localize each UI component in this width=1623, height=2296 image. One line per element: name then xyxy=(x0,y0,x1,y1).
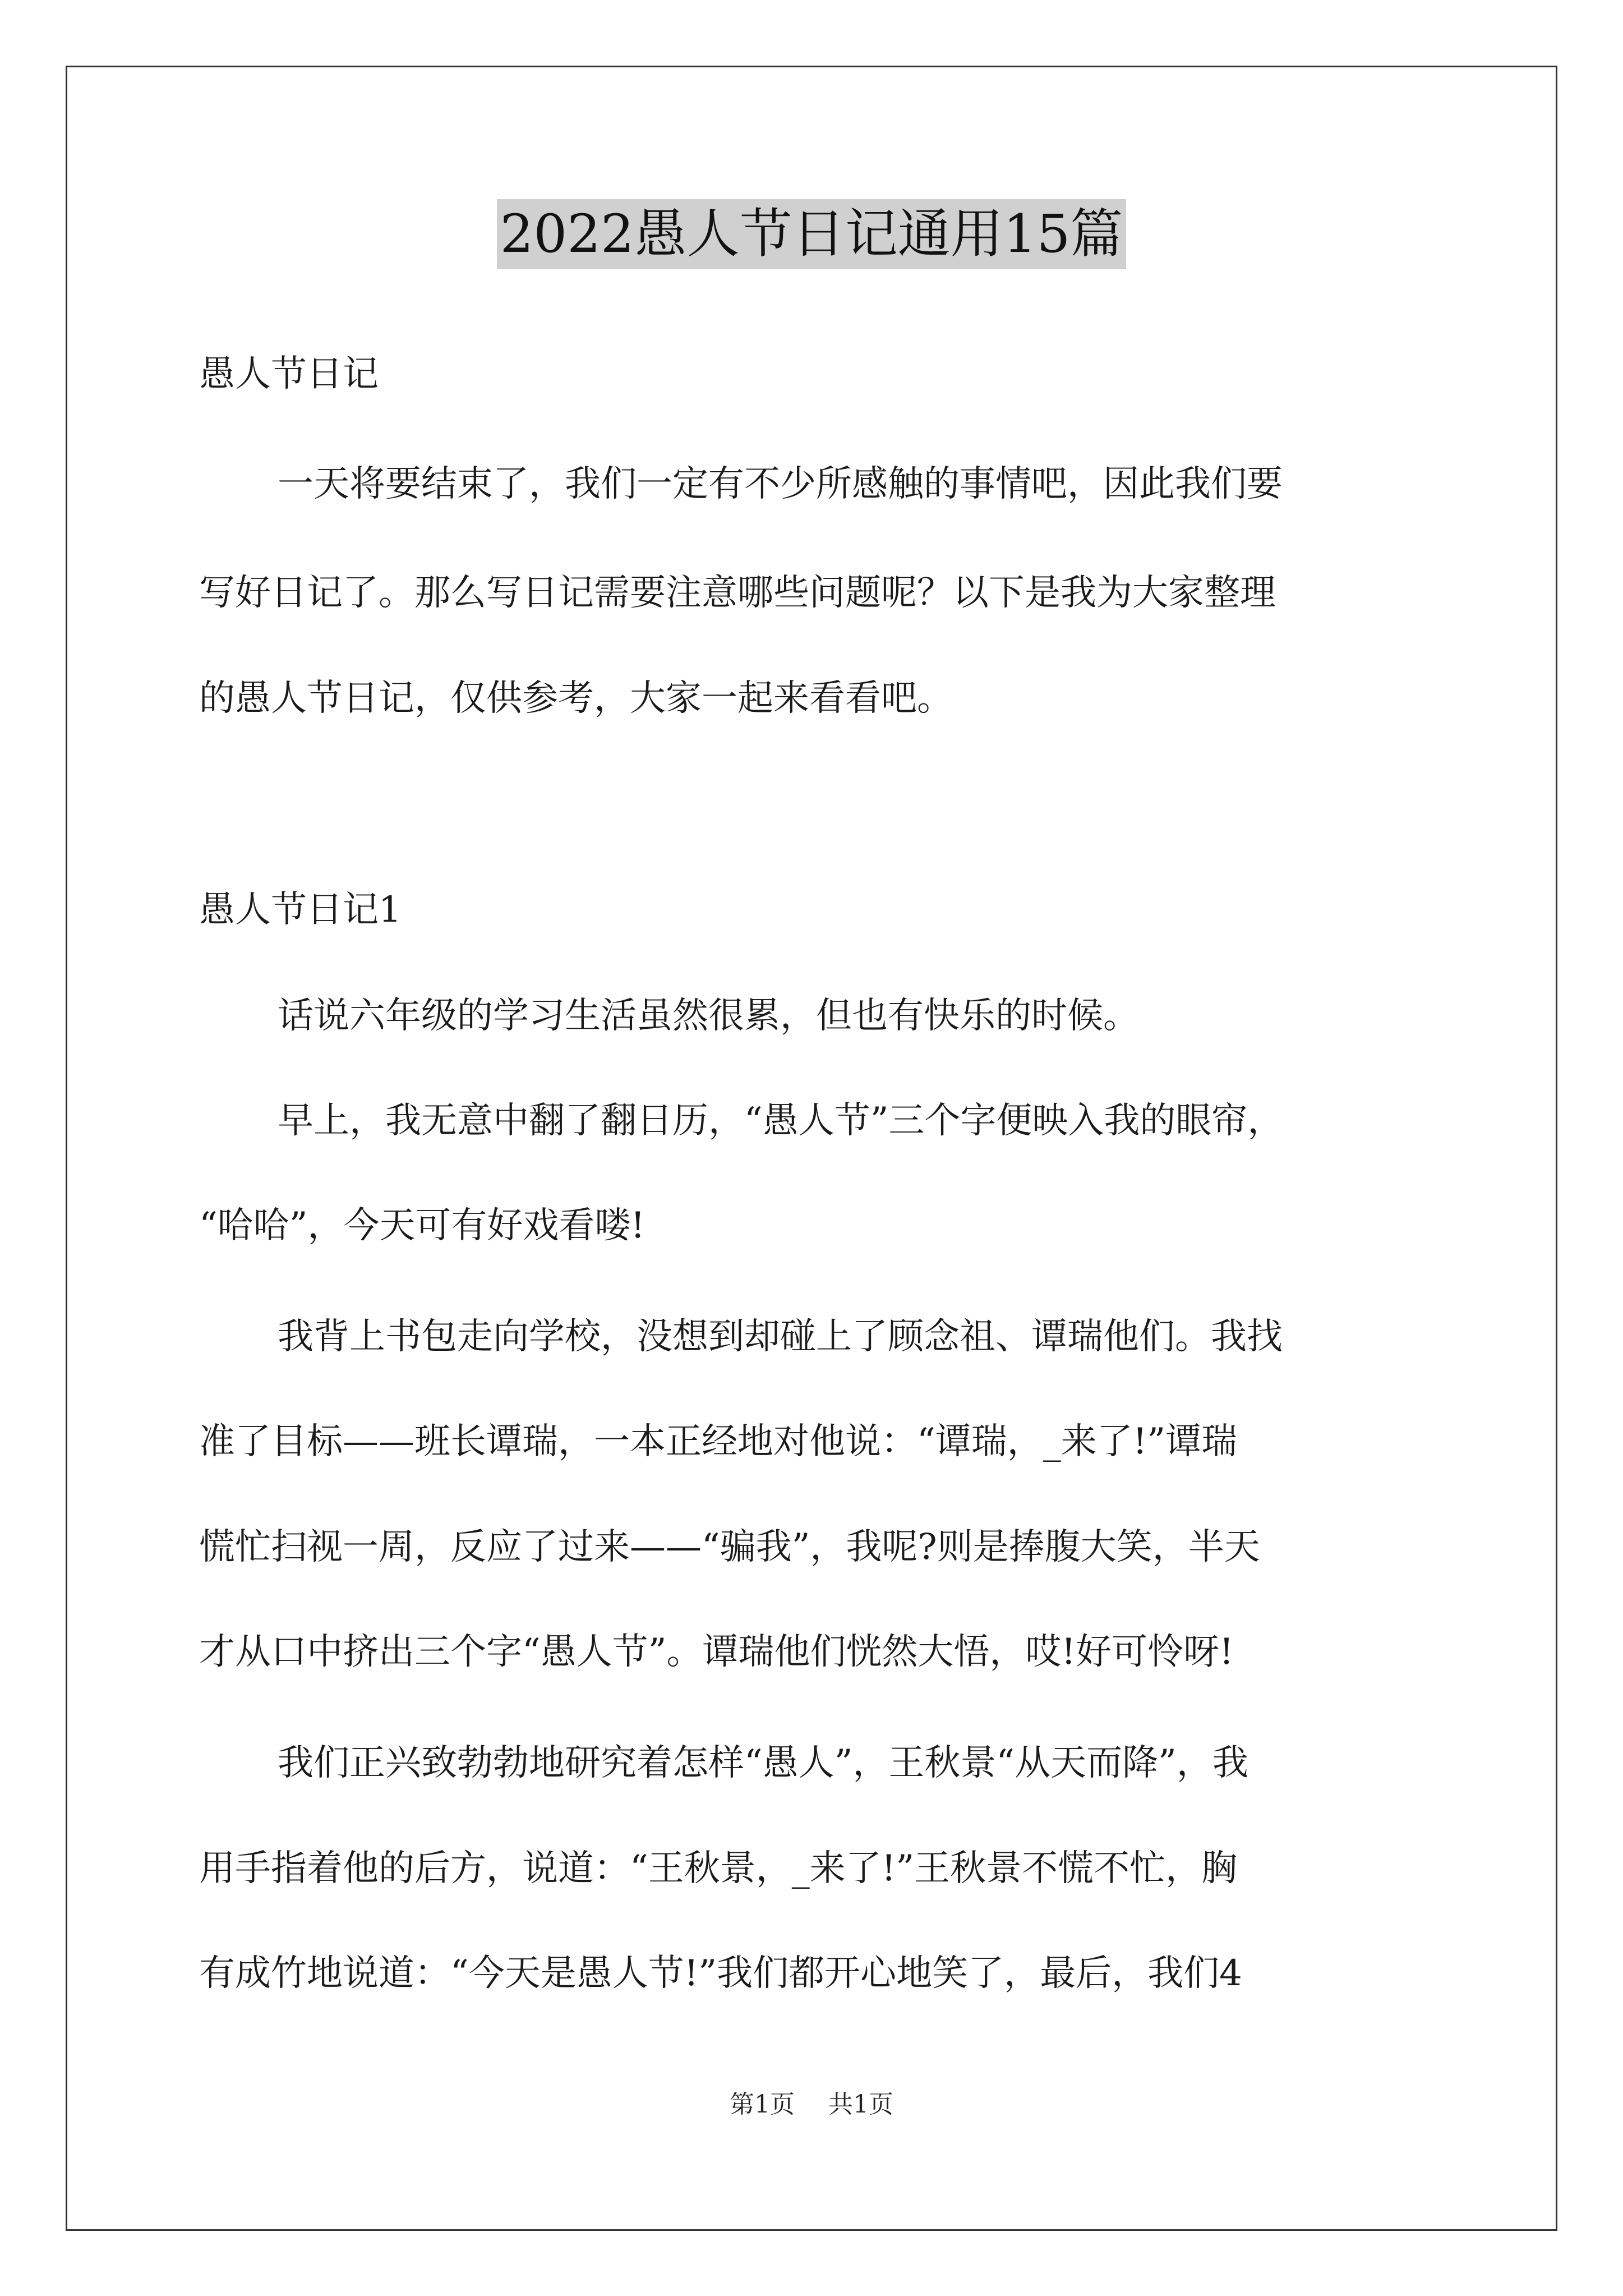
paragraph-line: “哈哈”，今天可有好戏看喽! xyxy=(199,1205,645,1246)
paragraph-line: 话说六年级的学习生活虽然很累，但也有快乐的时候。 xyxy=(278,995,1139,1037)
title-container xyxy=(0,199,1623,269)
section-heading: 愚人节日记1 xyxy=(199,889,402,931)
page-footer xyxy=(0,2088,1623,2122)
page-total: 共1页 xyxy=(828,2090,893,2119)
paragraph-line: 早上，我无意中翻了翻日历，“愚人节”三个字便映入我的眼帘， xyxy=(278,1100,1284,1142)
paragraph-line: 一天将要结束了，我们一定有不少所感触的事情吧，因此我们要 xyxy=(278,463,1283,505)
paragraph-line: 慌忙扫视一周，反应了过来——“骗我”，我呢?则是捧腹大笑，半天 xyxy=(199,1526,1260,1568)
paragraph-line: 才从口中挤出三个字“愚人节”。谭瑞他们恍然大悟，哎!好可怜呀! xyxy=(199,1631,1234,1673)
paragraph-line: 准了目标——班长谭瑞，一本正经地对他说：“谭瑞，_来了!”谭瑞 xyxy=(199,1421,1238,1462)
section-heading: 愚人节日记 xyxy=(199,353,379,395)
document-title: 2022愚人节日记通用15篇 xyxy=(497,199,1127,269)
paragraph-line: 的愚人节日记，仅供参考，大家一起来看看吧。 xyxy=(199,678,953,719)
paragraph-line: 我背上书包走向学校，没想到却碰上了顾念祖、谭瑞他们。我找 xyxy=(278,1316,1283,1358)
paragraph-line: 有成竹地说道：“今天是愚人节!”我们都开心地笑了，最后，我们4 xyxy=(199,1953,1242,1994)
page-number: 第1页 xyxy=(730,2090,795,2119)
paragraph-line: 写好日记了。那么写日记需要注意哪些问题呢？以下是我为大家整理 xyxy=(199,572,1276,614)
paragraph-line: 用手指着他的后方，说道：“王秋景，_来了!”王秋景不慌不忙，胸 xyxy=(199,1848,1238,1889)
paragraph-line: 我们正兴致勃勃地研究着怎样“愚人”，王秋景“从天而降”，我 xyxy=(278,1742,1248,1784)
